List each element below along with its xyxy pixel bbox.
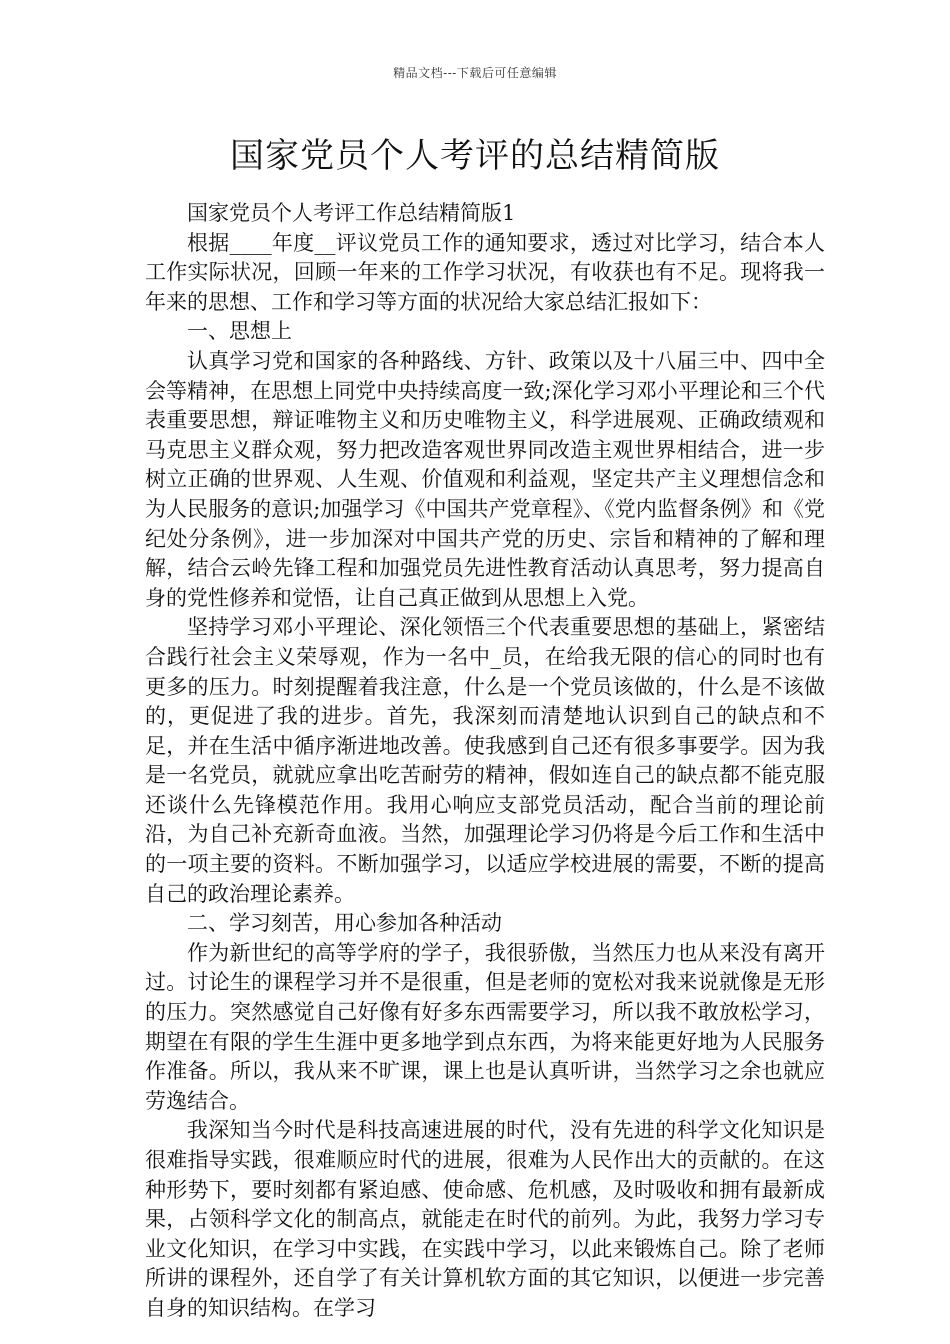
body-paragraph: 认真学习党和国家的各种路线、方针、政策以及十八届三中、四中全会等精神，在思想上同党中央持续高度一致;深化学习邓小平理论和三个代表重要思想，辩证唯物主义和历史唯物主义，科学进展观、正确政绩观和马克思主义群众观，努力把改造客观世界同改造主观世界相结合，进一步树立正确的世界观、人生观、价值观和利益观，坚定共产主义理想信念和为人民服务的意识;加强学习《中国共产党章程》、《党内监督条例》和《党纪处分条例》，进一步加深对中国共产党的历史、宗旨和精神的了解和理解，结合云岭先锋工程和加强党员先进性教育活动认真思考，努力提高自身的党性修养和觉悟，让自己真正做到从思想上入党。: [145, 348, 825, 610]
section-heading: 二、学习刻苦，用心参加各种活动: [187, 911, 502, 936]
body-paragraph: 作为新世纪的高等学府的学子，我很骄傲，当然压力也从来没有离开过。讨论生的课程学习并不是很重，但是老师的宽松对我来说就像是无形的压力。突然感觉自己好像有好多东西需要学习，所以我不敢放松学习，期望在有限的学生生涯中更多地学到点东西，为将来能更好地为人民服务作准备。所以，我从来不旷课，课上也是认真听讲，当然学习之余也就应劳逸结合。: [145, 940, 825, 1113]
document-body: [145, 199, 825, 1324]
subtitle-paragraph: 国家党员个人考评工作总结精简版1: [187, 201, 516, 225]
body-paragraph: 坚持学习邓小平理论、深化领悟三个代表重要思想的基础上，紧密结合践行社会主义荣辱观，作为一名中_员，在给我无限的信心的同时也有更多的压力。时刻提醒着我注意，什么是一个党员该做的，什么是不该做的，更促进了我的进步。首先，我深刻而清楚地认识到自己的缺点和不足，并在生活中循序渐进地改善。使我感到自己还有很多事要学。因为我是一名党员，就就应拿出吃苦耐劳的精神，假如连自己的缺点都不能克服还谈什么先锋模范作用。我用心响应支部党员活动，配合当前的理论前沿，为自己补充新奇血液。当然，加强理论学习仍将是今后工作和生活中的一项主要的资料。不断加强学习，以适应学校进展的需要，不断的提高自己的政治理论素养。: [145, 615, 825, 906]
body-paragraph: 我深知当今时代是科技高速进展的时代，没有先进的科学文化知识是很难指导实践，很难顺应时代的进展，很难为人民作出大的贡献的。在这种形势下，要时刻都有紧迫感、使命感、危机感，及时吸收和拥有最新成果，占领科学文化的制高点，就能走在时代的前列。为此，我努力学习专业文化知识，在学习中实践，在实践中学习，以此来锻炼自己。除了老师所讲的课程外，还自学了有关计算机软方面的其它知识，以便进一步完善自身的知识结构。在学习: [145, 1118, 825, 1320]
intro-paragraph: 根据____年度__评议党员工作的通知要求，透过对比学习，结合本人工作实际状况，回顾一年来的工作学习状况，有收获也有不足。现将我一年来的思想、工作和学习等方面的状况给大家总结汇报如下：: [145, 230, 825, 314]
section-heading: 一、思想上: [187, 319, 292, 344]
document-title: 国家党员个人考评的总结精简版: [230, 136, 720, 176]
header-note: 精品文档---下载后可任意编辑: [393, 66, 557, 80]
